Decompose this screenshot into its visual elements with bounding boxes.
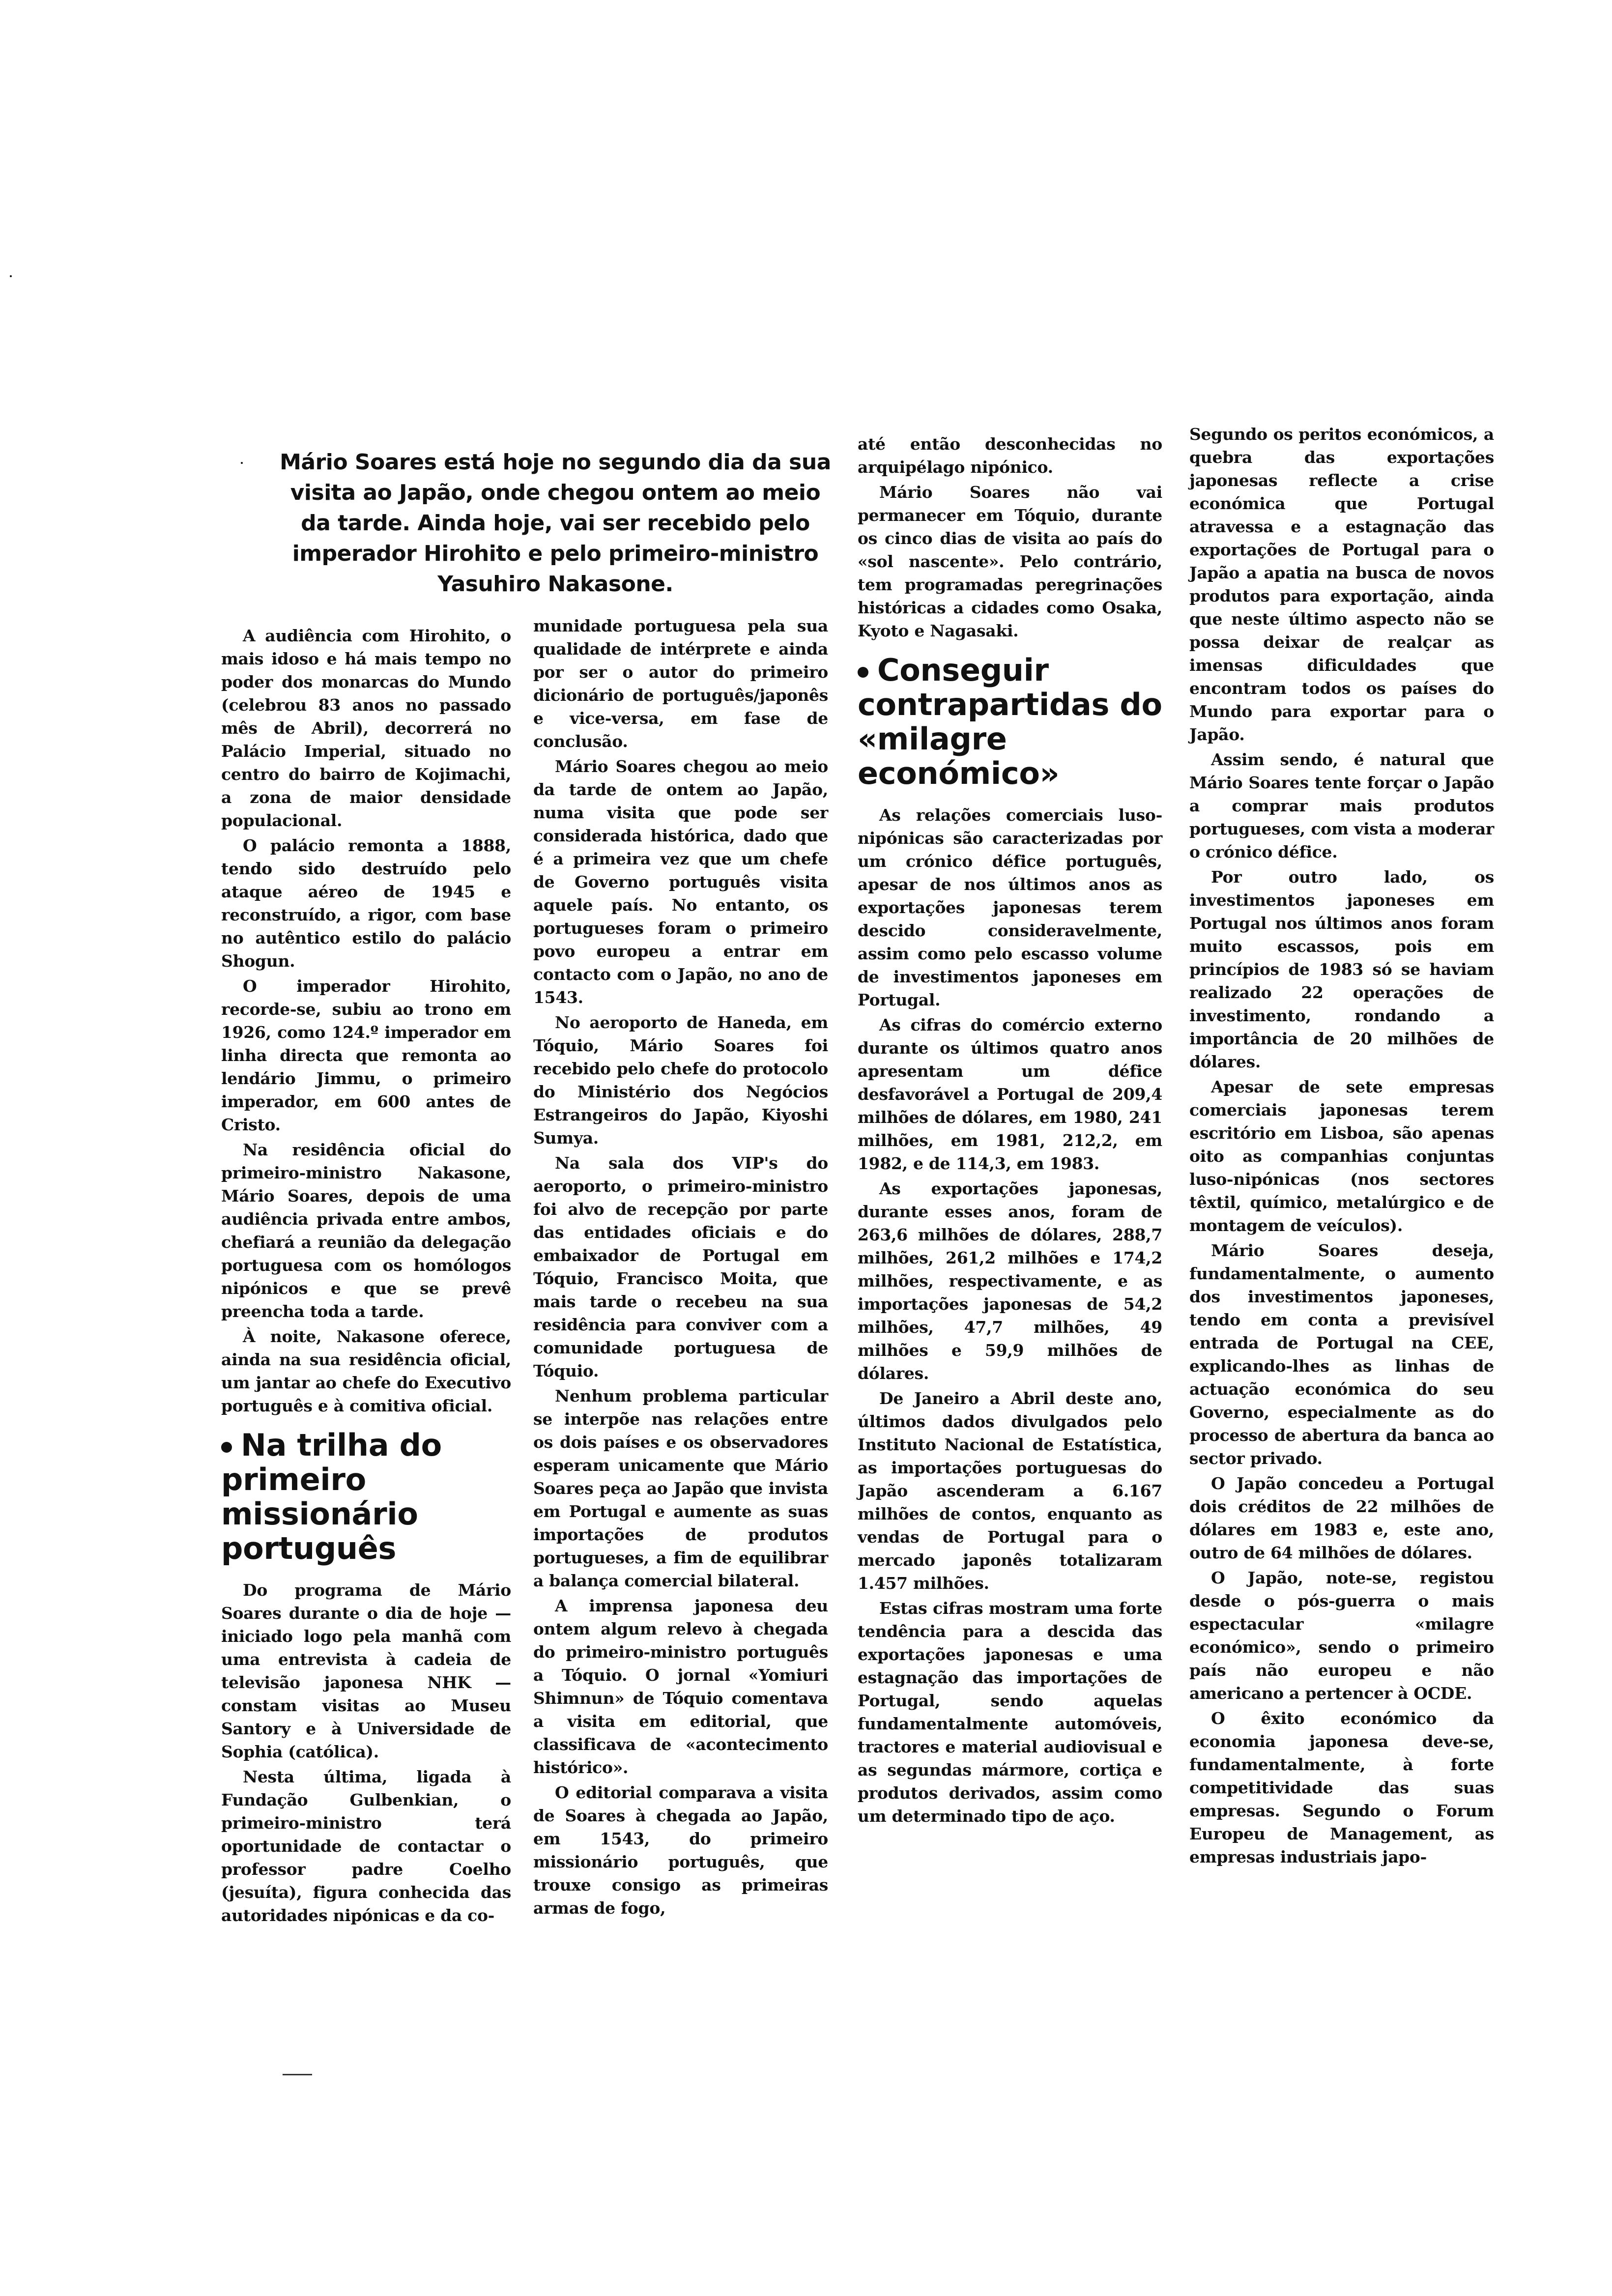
paragraph: Mário Soares deseja, fundamentalmente, o aumento dos investimentos japoneses, tendo em conta a previsível entrada de Portugal na CEE, explicando-lhes as linhas de actuação económica do seu Governo, especialmente as do processo de abertura da banca ao sector privado. <box>1189 1241 1494 1468</box>
column-1 <box>221 624 511 1929</box>
subheading-economic-miracle <box>858 653 1162 791</box>
column-4 <box>1189 423 1494 1870</box>
scan-speck <box>10 275 12 277</box>
paragraph: Assim sendo, é natural que Mário Soares tente forçar o Japão a comprar mais produtos portugueses, com vista a moderar o crónico défice. <box>1189 750 1494 861</box>
paragraph: Segundo os peritos económicos, a quebra das exportações japonesas reflecte a crise económica que Portugal atravessa e a estagnação das exportações de Portugal para o Japão a apatia na busca de novos produtos para exportação, ainda que neste último aspecto não se possa deixar de realçar as imensas dificuldades que encontram todos os países do Mundo para exportar para o Japão. <box>1189 425 1494 744</box>
paragraph: munidade portuguesa pela sua qualidade de intérprete e ainda por ser o autor do primeiro dicionário de português/japonês e vice-versa, em fase de conclusão. <box>533 616 828 751</box>
subheading-missionary <box>221 1428 511 1566</box>
lead-paragraph: Mário Soares está hoje no segundo dia da sua visita ao Japão, onde chegou ontem ao meio da tarde. Ainda hoje, vai ser recebido pelo imperador Hirohito e pelo primeiro-ministro Yasuhiro Nakasone. <box>280 450 831 597</box>
paragraph: A imprensa japonesa deu ontem algum relevo à chegada do primeiro-ministro português a Tóquio. O jornal «Yomiuri Shimnun» de Tóquio comentava a visita em editorial, que classificava de «acontecimento histórico». <box>533 1596 828 1777</box>
paragraph: À noite, Nakasone oferece, ainda na sua residência oficial, um jantar ao chefe do Executivo português e à comitiva oficial. <box>221 1327 511 1415</box>
paragraph: O êxito económico da economia japonesa deve-se, fundamentalmente, à forte competitividade das suas empresas. Segundo o Forum Europeu de Management, as empresas industriais japo- <box>1189 1709 1494 1866</box>
bullet-icon <box>221 1442 232 1453</box>
paragraph: Na residência oficial do primeiro-ministro Nakasone, Mário Soares, depois de uma audiência privada entre ambos, chefiará a reunião da delegação portuguesa com os homólogos nipónicos e que se prevê preencha toda a tarde. <box>221 1140 511 1321</box>
paragraph: Mário Soares chegou ao meio da tarde de ontem ao Japão, numa visita que pode ser considerada histórica, dado que é a primeira vez que um chefe de Governo português visita aquele país. No entanto, os portugueses foram o primeiro povo europeu a entrar em contacto com o Japão, no ano de 1543. <box>533 757 828 1007</box>
paragraph: De Janeiro a Abril deste ano, últimos dados divulgados pelo Instituto Nacional de Estatística, as importações portuguesas do Japão ascenderam a 6.167 milhões de contos, enquanto as vendas de Portugal para o mercado japonês totalizaram 1.457 milhões. <box>858 1389 1162 1593</box>
subheading-text: Conseguir contrapartidas do «milagre económico» <box>858 652 1162 791</box>
bullet-icon <box>858 667 868 678</box>
paragraph: O Japão, note-se, registou desde o pós-guerra o mais espectacular «milagre económico», sendo o primeiro país não europeu e não americano a pertencer à OCDE. <box>1189 1568 1494 1703</box>
paragraph: Na sala dos VIP's do aeroporto, o primeiro-ministro foi alvo de recepção por parte das entidades oficiais e do embaixador de Portugal em Tóquio, Francisco Moita, que mais tarde o recebeu na sua residência para conviver com a comunidade portuguesa de Tóquio. <box>533 1153 828 1380</box>
paragraph: No aeroporto de Haneda, em Tóquio, Mário Soares foi recebido pelo chefe do protocolo do Ministério dos Negócios Estrangeiros do Japão, Kiyoshi Sumya. <box>533 1013 828 1148</box>
paragraph: O Japão concedeu a Portugal dois créditos de 22 milhões de dólares em 1983 e, este ano, outro de 64 milhões de dólares. <box>1189 1474 1494 1562</box>
paragraph: O editorial comparava a visita de Soares à chegada ao Japão, em 1543, do primeiro missionário português, que trouxe consigo as primeiras armas de fogo, <box>533 1783 828 1918</box>
paragraph: Nenhum problema particular se interpõe nas relações entre os dois países e os observadores esperam unicamente que Mário Soares peça ao Japão que invista em Portugal e aumente as suas importações de produtos portugueses, a fim de equilibrar a balança comercial bilateral. <box>533 1386 828 1590</box>
paragraph: Nesta última, ligada à Fundação Gulbenkian, o primeiro-ministro terá oportunidade de contactar o professor padre Coelho (jesuíta), figura conhecida das autoridades nipónicas e da co- <box>221 1767 511 1925</box>
scan-edge-mark <box>283 2074 312 2075</box>
paragraph: até então desconhecidas no arquipélago nipónico. <box>858 434 1162 477</box>
paragraph: A audiência com Hirohito, o mais idoso e há mais tempo no poder dos monarcas do Mundo (celebrou 83 anos no passado mês de Abril), decorrerá no Palácio Imperial, situado no centro do bairro de Kojimachi, a zona de maior densidade populacional. <box>221 626 511 830</box>
column-3 <box>858 432 1162 1830</box>
scan-speck <box>241 462 243 464</box>
paragraph: Mário Soares não vai permanecer em Tóquio, durante os cinco dias de visita ao país do «sol nascente». Pelo contrário, tem programadas peregrinações históricas a cidades como Osaka, Kyoto e Nagasaki. <box>858 483 1162 640</box>
paragraph: As exportações japonesas, durante esses anos, foram de 263,6 milhões de dólares, 288,7 milhões, 261,2 milhões e 174,2 milhões, respectivamente, e as importações japonesas de 54,2 milhões, 47,7 milhões, 49 milhões e 59,9 milhões de dólares. <box>858 1179 1162 1383</box>
subheading-text: Na trilha do primeiro missionário português <box>221 1427 442 1566</box>
paragraph: Do programa de Mário Soares durante o dia de hoje — iniciado logo pela manhã com uma entrevista à cadeia de televisão japonesa NHK — constam visitas ao Museu Santory e à Universidade de Sophia (católica). <box>221 1580 511 1761</box>
column-2 <box>533 614 828 1922</box>
paragraph: Estas cifras mostram uma forte tendência para a descida das exportações japonesas e uma estagnação das importações de Portugal, sendo aquelas fundamentalmente automóveis, tractores e material audiovisual e as segundas mármore, cortiça e produtos derivados, assim como um determinado tipo de aço. <box>858 1599 1162 1826</box>
paragraph: As cifras do comércio externo durante os últimos quatro anos apresentam um défice desfavorável a Portugal de 209,4 milhões de dólares, em 1980, 241 milhões, em 1981, 212,2, em 1982, e de 114,3, em 1983. <box>858 1015 1162 1173</box>
paragraph: As relações comerciais luso-nipónicas são caracterizadas por um crónico défice português, apesar de nos últimos anos as exportações japonesas terem descido consideravelmente, assim como pelo escasso volume de investimentos japoneses em Portugal. <box>858 805 1162 1009</box>
paragraph: O imperador Hirohito, recorde-se, subiu ao trono em 1926, como 124.º imperador em linha directa que remonta ao lendário Jimmu, o primeiro imperador, em 600 antes de Cristo. <box>221 976 511 1134</box>
paragraph: Por outro lado, os investimentos japoneses em Portugal nos últimos anos foram muito escassos, pois em princípios de 1983 só se haviam realizado 22 operações de investimento, rondando a importância de 20 milhões de dólares. <box>1189 867 1494 1071</box>
paragraph: Apesar de sete empresas comerciais japonesas terem escritório em Lisboa, são apenas oito as companhias conjuntas luso-nipónicas (nos sectores têxtil, químico, metalúrgico e de montagem de veículos). <box>1189 1077 1494 1235</box>
paragraph: O palácio remonta a 1888, tendo sido destruído pelo ataque aéreo de 1945 e reconstruído, a rigor, com base no autêntico estilo do palácio Shogun. <box>221 836 511 971</box>
